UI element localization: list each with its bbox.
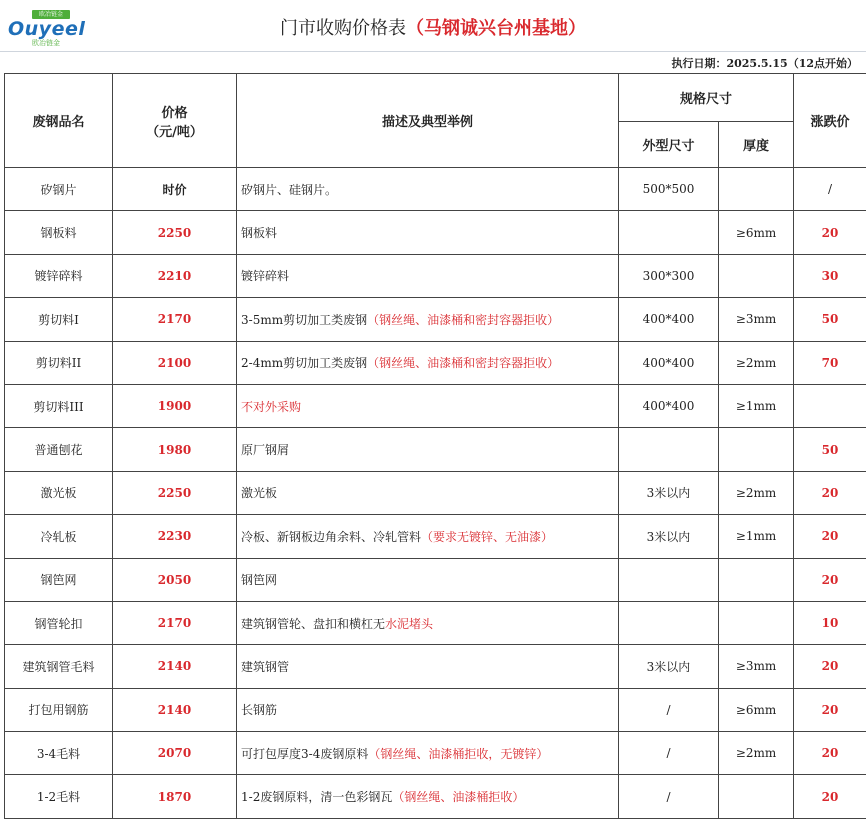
cell-outer-size: 400*400 — [619, 384, 719, 427]
header-price-line2: （元/吨） — [146, 124, 203, 140]
header-price — [113, 74, 237, 168]
table-row — [5, 211, 866, 254]
execution-date: 执行日期：2025.5.15（12点开始） — [671, 57, 858, 70]
cell-name: 1-2毛料 — [5, 775, 113, 818]
cell-price: 2170 — [113, 298, 237, 341]
cell-outer-size: 400*400 — [619, 298, 719, 341]
cell-change: 10 — [794, 601, 866, 644]
cell-description — [237, 558, 619, 601]
cell-name: 普通刨花 — [5, 428, 113, 471]
header-change: 涨跌价 — [794, 74, 866, 168]
table-row — [5, 168, 866, 211]
cell-price: 2050 — [113, 558, 237, 601]
cell-outer-size: / — [619, 732, 719, 775]
header-description: 描述及典型举例 — [237, 74, 619, 168]
desc-text: 矽钢片、硅钢片。 — [241, 182, 338, 197]
logo-sub-text: 欧冶链金 — [32, 39, 60, 47]
cell-change: 50 — [794, 428, 866, 471]
desc-note: （钢丝绳、油漆桶拒收，无镀锌） — [368, 746, 549, 761]
cell-name: 建筑钢管毛料 — [5, 645, 113, 688]
cell-price: 1900 — [113, 384, 237, 427]
desc-text: 冷板、新钢板边角余料、冷轧管料 — [241, 529, 422, 544]
cell-thickness: ≥3mm — [719, 645, 794, 688]
table-row — [5, 645, 866, 688]
table-row — [5, 298, 866, 341]
table-row — [5, 775, 866, 818]
cell-description — [237, 645, 619, 688]
cell-name: 剪切料I — [5, 298, 113, 341]
cell-change: 20 — [794, 645, 866, 688]
logo-main-text: Ouyeel — [8, 18, 86, 40]
cell-name: 激光板 — [5, 471, 113, 514]
table-row — [5, 732, 866, 775]
cell-price: 2230 — [113, 515, 237, 558]
cell-name: 冷轧板 — [5, 515, 113, 558]
cell-outer-size: 3米以内 — [619, 471, 719, 514]
desc-text: 3-5mm剪切加工类废钢 — [241, 312, 368, 327]
table-row — [5, 254, 866, 297]
cell-outer-size: 3米以内 — [619, 645, 719, 688]
cell-thickness — [719, 558, 794, 601]
cell-outer-size: 400*400 — [619, 341, 719, 384]
cell-description — [237, 688, 619, 731]
cell-thickness: ≥6mm — [719, 688, 794, 731]
cell-price: 2070 — [113, 732, 237, 775]
cell-thickness: ≥6mm — [719, 211, 794, 254]
cell-price: 1870 — [113, 775, 237, 818]
cell-change: 20 — [794, 688, 866, 731]
header-price-line1: 价格 — [161, 105, 188, 121]
table-row — [5, 558, 866, 601]
cell-name: 剪切料III — [5, 384, 113, 427]
cell-thickness: ≥1mm — [719, 515, 794, 558]
cell-change: / — [794, 168, 866, 211]
title-main: 门市收购价格表 — [280, 18, 406, 39]
cell-thickness — [719, 601, 794, 644]
cell-outer-size: 3米以内 — [619, 515, 719, 558]
cell-outer-size — [619, 558, 719, 601]
cell-description — [237, 601, 619, 644]
cell-description — [237, 428, 619, 471]
cell-price: 2100 — [113, 341, 237, 384]
cell-change: 20 — [794, 211, 866, 254]
cell-thickness: ≥2mm — [719, 341, 794, 384]
cell-thickness — [719, 775, 794, 818]
table-row — [5, 601, 866, 644]
cell-change: 20 — [794, 732, 866, 775]
table-row — [5, 341, 866, 384]
header-name: 废钢品名 — [5, 74, 113, 168]
cell-thickness — [719, 428, 794, 471]
cell-thickness: ≥3mm — [719, 298, 794, 341]
cell-name: 镀锌碎料 — [5, 254, 113, 297]
cell-price: 2250 — [113, 211, 237, 254]
desc-text: 激光板 — [241, 486, 278, 501]
cell-change — [794, 384, 866, 427]
cell-outer-size — [619, 428, 719, 471]
cell-description — [237, 384, 619, 427]
table-row — [5, 471, 866, 514]
cell-change: 20 — [794, 471, 866, 514]
price-table — [4, 73, 866, 819]
cell-outer-size — [619, 211, 719, 254]
desc-text: 钢板料 — [241, 226, 278, 241]
cell-thickness: ≥2mm — [719, 471, 794, 514]
cell-outer-size: 300*300 — [619, 254, 719, 297]
cell-description — [237, 471, 619, 514]
cell-name: 钢板料 — [5, 211, 113, 254]
desc-note: 不对外采购 — [241, 399, 302, 414]
cell-price: 1980 — [113, 428, 237, 471]
cell-price: 2140 — [113, 688, 237, 731]
cell-description — [237, 254, 619, 297]
desc-note: （钢丝绳、油漆桶和密封容器拒收） — [367, 356, 560, 371]
cell-change: 50 — [794, 298, 866, 341]
header-outer-size: 外型尺寸 — [619, 122, 719, 168]
desc-text: 建筑钢管轮、盘扣和横杠无 — [241, 616, 386, 631]
table-row — [5, 688, 866, 731]
header-spec: 规格尺寸 — [619, 74, 794, 122]
cell-name: 钢管轮扣 — [5, 601, 113, 644]
desc-text: 长钢筋 — [241, 703, 278, 718]
cell-change: 20 — [794, 775, 866, 818]
cell-price: 2250 — [113, 471, 237, 514]
cell-thickness: ≥2mm — [719, 732, 794, 775]
cell-description — [237, 211, 619, 254]
cell-price: 2170 — [113, 601, 237, 644]
cell-name: 3-4毛料 — [5, 732, 113, 775]
cell-outer-size: 500*500 — [619, 168, 719, 211]
cell-price: 时价 — [113, 168, 237, 211]
desc-text: 可打包厚度3-4废钢原料 — [241, 746, 369, 761]
desc-text: 钢笆网 — [241, 573, 278, 588]
cell-thickness — [719, 254, 794, 297]
cell-description — [237, 298, 619, 341]
cell-thickness: ≥1mm — [719, 384, 794, 427]
cell-change: 20 — [794, 515, 866, 558]
desc-text: 1-2废钢原料，清一色彩钢瓦 — [241, 790, 393, 805]
title-highlight: （马钢诚兴台州基地） — [406, 18, 586, 39]
desc-note: 水泥堵头 — [385, 616, 434, 631]
cell-price: 2140 — [113, 645, 237, 688]
cell-description — [237, 732, 619, 775]
desc-note: （钢丝绳、油漆桶拒收） — [392, 790, 525, 805]
desc-note: （要求无镀锌、无油漆） — [421, 529, 554, 544]
cell-name: 打包用钢筋 — [5, 688, 113, 731]
cell-outer-size — [619, 601, 719, 644]
table-row — [5, 428, 866, 471]
cell-name: 剪切料II — [5, 341, 113, 384]
table-row — [5, 384, 866, 427]
cell-outer-size: / — [619, 775, 719, 818]
desc-text: 原厂钢屑 — [241, 443, 290, 458]
page-title — [0, 14, 866, 40]
cell-description — [237, 775, 619, 818]
divider — [0, 51, 866, 52]
cell-description — [237, 515, 619, 558]
desc-text: 建筑钢管 — [241, 659, 290, 674]
cell-thickness — [719, 168, 794, 211]
logo-top-text: 欧冶链金 — [32, 10, 70, 19]
cell-name: 矽钢片 — [5, 168, 113, 211]
cell-change: 30 — [794, 254, 866, 297]
cell-outer-size: / — [619, 688, 719, 731]
desc-text: 镀锌碎料 — [241, 269, 290, 284]
cell-description — [237, 168, 619, 211]
header-thickness: 厚度 — [719, 122, 794, 168]
cell-description — [237, 341, 619, 384]
cell-change: 70 — [794, 341, 866, 384]
desc-note: （钢丝绳、油漆桶和密封容器拒收） — [367, 312, 560, 327]
table-row — [5, 515, 866, 558]
cell-name: 钢笆网 — [5, 558, 113, 601]
desc-text: 2-4mm剪切加工类废钢 — [241, 356, 368, 371]
cell-change: 20 — [794, 558, 866, 601]
cell-price: 2210 — [113, 254, 237, 297]
